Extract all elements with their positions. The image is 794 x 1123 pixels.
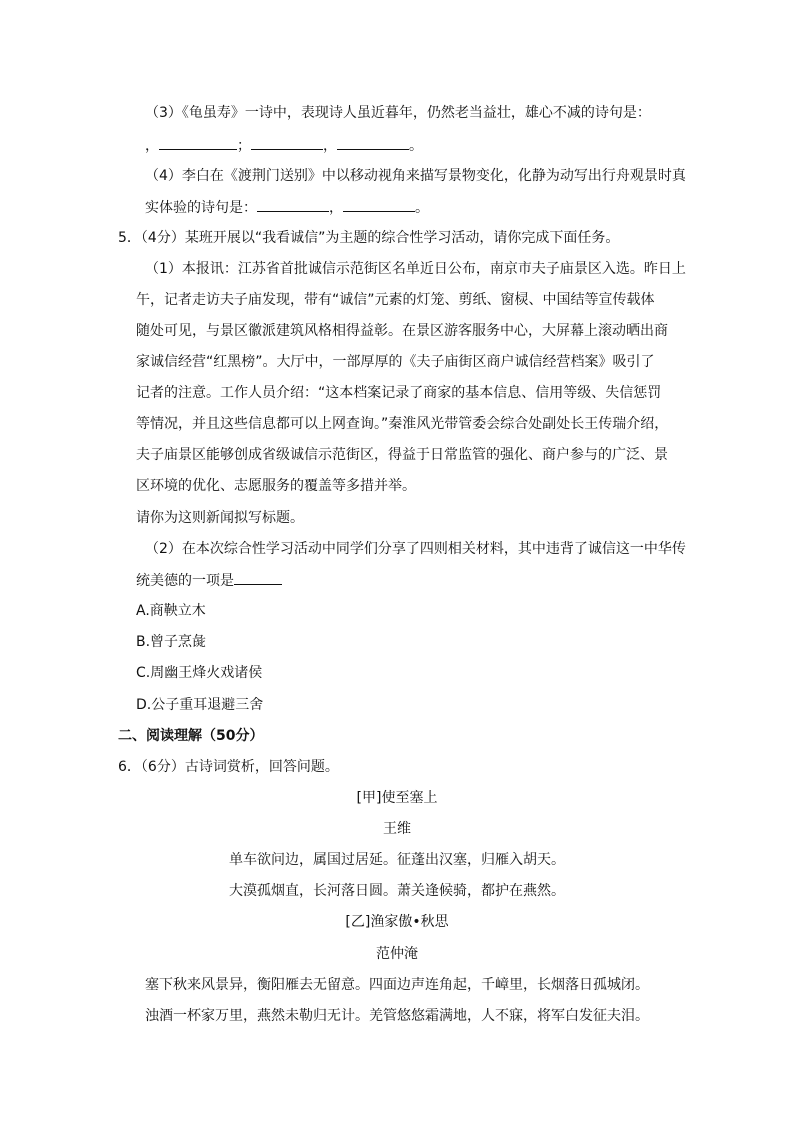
q5-p1-line: 等情况，并且这些信息都可以上网查询。”秦淮风光带管委会综合处副处长王传瑞介绍， bbox=[136, 416, 669, 432]
poem1-line: 大漠孤烟直，长河落日圆。萧关逢候骑，都护在燕然。 bbox=[229, 883, 565, 899]
section-heading: 二、阅读理解（50分） bbox=[118, 728, 264, 744]
poem2-author: 范仲淹 bbox=[376, 946, 418, 962]
q4-4-answer-line bbox=[145, 197, 429, 218]
q5-p1-line: （1）本报讯：江苏省首批诚信示范街区名单近日公布，南京市夫子庙景区入选。昨日上 bbox=[145, 261, 686, 277]
q5-p1-line: 夫子庙景区能够创成省级诚信示范街区，得益于日常监管的强化、商户参与的广泛、景 bbox=[136, 447, 668, 463]
q4-3-answer-line bbox=[145, 135, 423, 156]
answer-blank[interactable] bbox=[234, 570, 282, 585]
option-a[interactable]: A.商鞅立木 bbox=[136, 603, 206, 619]
option-c[interactable]: C.周幽王烽火戏诸侯 bbox=[136, 665, 263, 681]
q4-3-sep1: ； bbox=[237, 138, 251, 154]
answer-blank[interactable] bbox=[257, 197, 329, 212]
q5-p1-line: 午，记者走访夫子庙发现，带有“诚信”元素的灯笼、剪纸、窗棂、中国结等宣传载体 bbox=[136, 292, 655, 308]
q4-4-prompt: （4）李白在《渡荆门送别》中以移动视角来描写景物变化，化静为动写出行舟观景时真 bbox=[145, 168, 686, 184]
option-d[interactable]: D.公子重耳退避三舍 bbox=[136, 697, 264, 713]
q4-4-end: 。 bbox=[415, 200, 429, 216]
q4-3-start: ， bbox=[145, 138, 159, 154]
q5-title: 5．（4分）某班开展以“我看诚信”为主题的综合性学习活动，请你完成下面任务。 bbox=[118, 230, 620, 246]
q4-4-sep: ， bbox=[329, 200, 343, 216]
q4-3-end: 。 bbox=[409, 138, 423, 154]
option-b[interactable]: B.曾子烹彘 bbox=[136, 634, 207, 650]
q5-p1-line: 随处可见，与景区徽派建筑风格相得益彰。在景区游客服务中心，大屏幕上滚动晒出商 bbox=[136, 323, 668, 339]
poem1-title: [甲]使至塞上 bbox=[356, 790, 438, 806]
q4-3-sep2: ， bbox=[323, 138, 337, 154]
q5-p2-answer-line bbox=[136, 570, 282, 591]
poem1-line: 单车欲问边，属国过居延。征蓬出汉塞，归雁入胡天。 bbox=[229, 852, 565, 868]
poem1-author: 王维 bbox=[383, 821, 411, 837]
q5-p2-line: 统美德的一项是 bbox=[136, 573, 234, 589]
q5-p1-line: 区环境的优化、志愿服务的覆盖等多措并举。 bbox=[136, 478, 416, 494]
answer-blank[interactable] bbox=[251, 135, 323, 150]
poem2-line: 浊酒一杯家万里，燕然未勒归无计。羌管悠悠霜满地，人不寐，将军白发征夫泪。 bbox=[145, 1008, 649, 1024]
answer-blank[interactable] bbox=[159, 135, 237, 150]
q6-title: 6．（6分）古诗词赏析，回答问题。 bbox=[118, 759, 339, 775]
q5-p1-line: 记者的注意。工作人员介绍：“这本档案记录了商家的基本信息、信用等级、失信惩罚 bbox=[136, 385, 662, 401]
q5-p1-line: 家诚信经营“红黑榜”。大厅中，一部厚厚的《夫子庙街区商户诚信经营档案》吸引了 bbox=[136, 354, 655, 370]
q5-p1-ask: 请你为这则新闻拟写标题。 bbox=[136, 510, 304, 526]
poem2-title: [乙]渔家傲•秋思 bbox=[345, 914, 449, 930]
q5-p2-line: （2）在本次综合性学习活动中同学们分享了四则相关材料，其中违背了诚信这一中华传 bbox=[145, 541, 686, 557]
answer-blank[interactable] bbox=[343, 197, 415, 212]
q4-4-start: 实体验的诗句是： bbox=[145, 200, 257, 216]
answer-blank[interactable] bbox=[337, 135, 409, 150]
q4-3-prompt: （3）《龟虽寿》一诗中，表现诗人虽近暮年，仍然老当益壮，雄心不减的诗句是： bbox=[145, 105, 651, 121]
poem2-line: 塞下秋来风景异，衡阳雁去无留意。四面边声连角起，千嶂里，长烟落日孤城闭。 bbox=[145, 977, 649, 993]
